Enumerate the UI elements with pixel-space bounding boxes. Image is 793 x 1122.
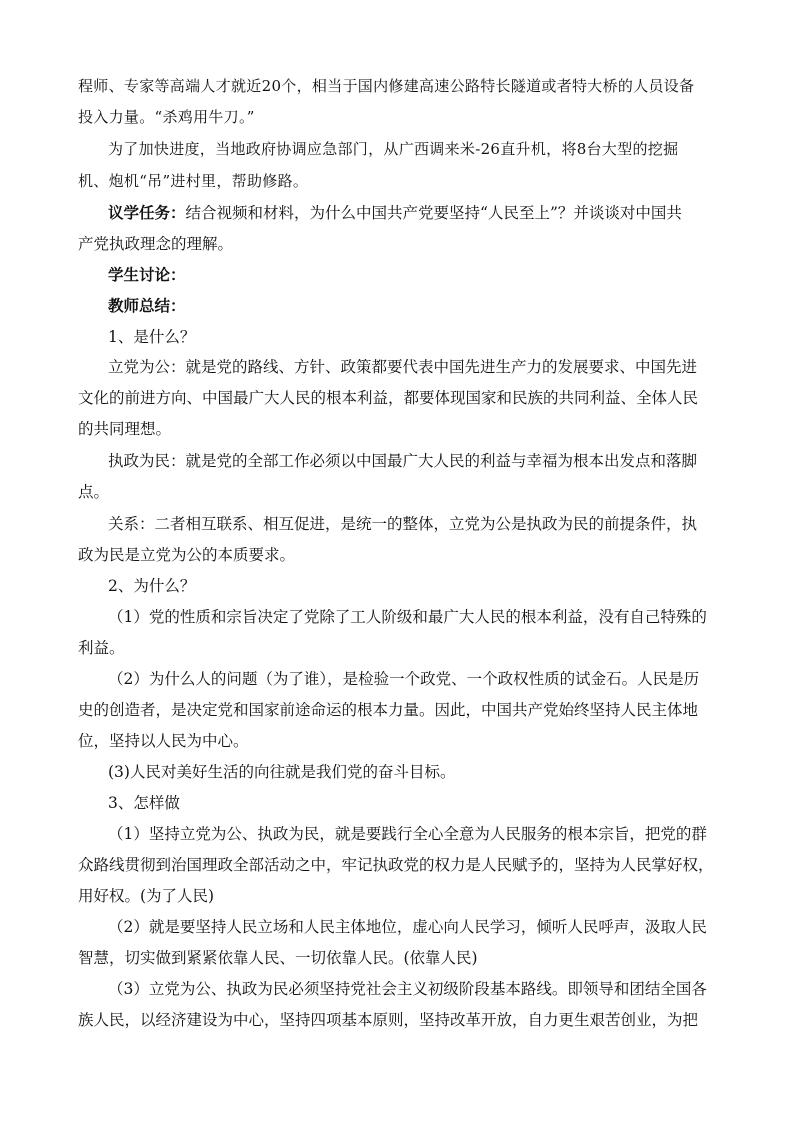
heading-why <box>108 576 793 596</box>
line-text: 的共同理想。 <box>78 420 172 438</box>
paragraph-line <box>78 638 793 658</box>
line-text: 产党执政理念的理解。 <box>78 235 234 253</box>
line-text: 投入力量。“杀鸡用牛刀。” <box>78 108 255 126</box>
paragraph-line <box>78 388 793 408</box>
paragraph-line <box>108 917 793 937</box>
line-text: 位，坚持以人民为中心。 <box>78 732 249 750</box>
line-text: 智慧，切实做到紧紧依靠人民、一切依靠人民。(依靠人民) <box>78 949 478 967</box>
paragraph-line <box>78 482 793 502</box>
paragraph-line <box>108 824 793 844</box>
line-text: （1）坚持立党为公、执政为民，就是要践行全心全意为人民服务的根本宗旨，把党的群 <box>108 825 707 843</box>
line-text: （1）党的性质和宗旨决定了党除了工人阶级和最广大人民的根本利益，没有自己特殊的 <box>108 608 707 626</box>
paragraph-line <box>78 234 793 254</box>
paragraph-line <box>78 76 793 96</box>
line-text: 文化的前进方向、中国最广大人民的根本利益，都要体现国家和民族的共同利益、全体人民 <box>78 389 699 407</box>
line-text: 用好权。(为了人民) <box>78 887 215 905</box>
paragraph-line <box>78 886 793 906</box>
line-text: 程师、专家等高端人才就近20个，相当于国内修建高速公路特长隧道或者特大桥的人员设备 <box>78 77 695 95</box>
teacher-summary-label: 教师总结： <box>108 296 186 315</box>
paragraph-line <box>108 451 793 471</box>
paragraph-line <box>78 107 793 127</box>
line-text: 1、是什么？ <box>108 328 196 346</box>
line-text: 关系：二者相互联系、相互促进，是统一的整体，立党为公是执政为民的前提条件，执 <box>108 515 698 533</box>
line-text: （2）就是要坚持人民立场和人民主体地位，虚心向人民学习，倾听人民呼声，汲取人民 <box>108 918 707 936</box>
line-text: 政为民是立党为公的本质要求。 <box>78 546 296 564</box>
paragraph-line <box>78 419 793 439</box>
paragraph-line <box>108 762 793 782</box>
line-text: 2、为什么？ <box>108 577 196 595</box>
paragraph-line <box>78 731 793 751</box>
heading-how <box>108 793 793 813</box>
line-text: 史的创造者，是决定党和国家前途命运的根本力量。因此，中国共产党始终坚持人民主体地 <box>78 701 699 719</box>
line-text: (3)人民对美好生活的向往就是我们党的奋斗目标。 <box>108 763 456 781</box>
line-text: 执政为民：就是党的全部工作必须以中国最广大人民的利益与幸福为根本出发点和落脚 <box>108 452 698 470</box>
paragraph-line <box>78 171 793 191</box>
heading-what <box>108 327 793 347</box>
paragraph-line <box>78 1010 793 1030</box>
line-text: （2）为什么人的问题（为了谁），是检验一个政党、一个政权性质的试金石。人民是历 <box>108 670 700 688</box>
student-discussion-label: 学生讨论： <box>108 265 186 284</box>
section-label <box>108 265 793 285</box>
line-text: 利益。 <box>78 639 125 657</box>
paragraph-line <box>78 855 793 875</box>
line-text: 立党为公：就是党的路线、方针、政策都要代表中国先进生产力的发展要求、中国先进 <box>108 358 698 376</box>
paragraph-line <box>108 979 793 999</box>
line-text: 机、炮机“吊”进村里，帮助修路。 <box>78 172 309 190</box>
paragraph-line <box>108 514 793 534</box>
line-text: （3）立党为公、执政为民必须坚持党社会主义初级阶段基本路线。即领导和团结全国各 <box>108 980 707 998</box>
paragraph-line <box>108 357 793 377</box>
paragraph-line <box>78 700 793 720</box>
line-text: 族人民，以经济建设为中心，坚持四项基本原则，坚持改革开放，自力更生艰苦创业，为把 <box>78 1011 699 1029</box>
paragraph-line <box>108 607 793 627</box>
paragraph-line <box>78 948 793 968</box>
task-label: 议学任务： <box>108 203 186 222</box>
line-text: 为了加快进度，当地政府协调应急部门，从广西调来米-26直升机，将8台大型的挖掘 <box>108 140 679 158</box>
paragraph-line <box>108 669 793 689</box>
line-text: 点。 <box>78 483 110 501</box>
section-label <box>108 296 793 316</box>
line-text: 结合视频和材料，为什么中国共产党要坚持“人民至上”？并谈谈对中国共 <box>185 204 682 222</box>
line-text: 3、怎样做 <box>108 794 180 812</box>
line-text: 众路线贯彻到治国理政全部活动之中，牢记执政党的权力是人民赋予的，坚持为人民掌好权， <box>78 856 714 874</box>
paragraph-line <box>108 139 793 159</box>
paragraph-line <box>78 545 793 565</box>
task-line <box>108 203 793 223</box>
